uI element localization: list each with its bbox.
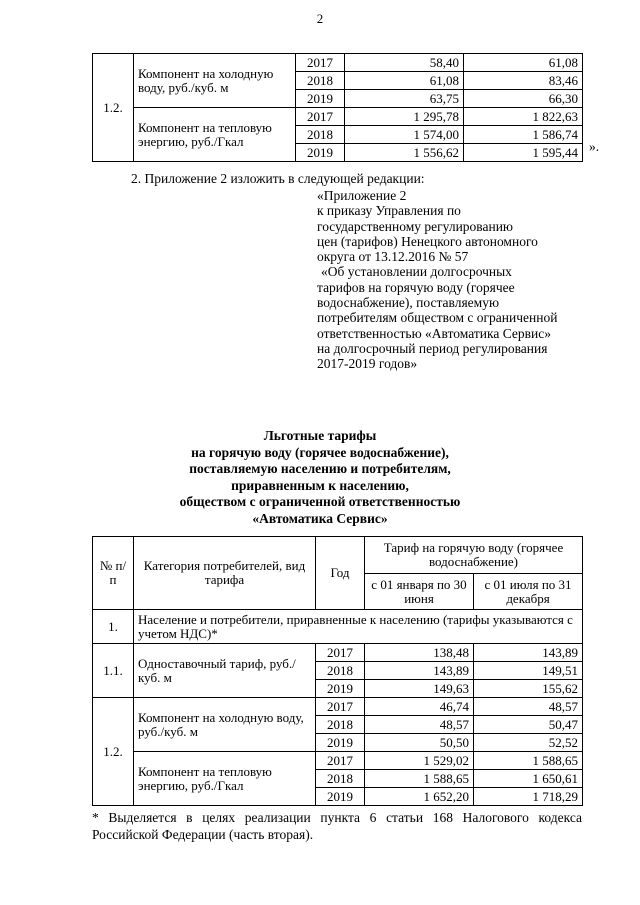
row-number: 1. <box>93 610 134 644</box>
year-cell: 2017 <box>316 644 365 662</box>
section-row <box>93 610 583 644</box>
value-cell: 1 574,00 <box>345 126 464 144</box>
footnote: * Выделяется в целях реализации пункта 6 статьи 168 Налогового кодекса Российской Федерации (часть вторая). <box>92 810 582 842</box>
value-cell: 1 586,74 <box>464 126 583 144</box>
component-label: Компонент на холодную воду, руб./куб. м <box>134 54 296 108</box>
value-cell: 1 650,61 <box>474 770 583 788</box>
appendix-line: цен (тарифов) Ненецкого автономного <box>317 233 538 249</box>
year-cell: 2017 <box>316 698 365 716</box>
year-cell: 2019 <box>316 680 365 698</box>
header-period-2: с 01 июля по 31 декабря <box>474 574 583 610</box>
header-tariff: Тариф на горячую воду (горячее водоснабжение) <box>365 537 583 574</box>
value-cell: 48,57 <box>365 716 474 734</box>
value-cell: 1 529,02 <box>365 752 474 770</box>
document-title <box>0 428 640 527</box>
appendix-line: на долгосрочный период регулирования <box>317 340 548 356</box>
table-row <box>93 752 583 770</box>
title-line: Льготные тарифы <box>263 428 377 443</box>
value-cell: 138,48 <box>365 644 474 662</box>
value-cell: 66,30 <box>464 90 583 108</box>
component-label: Компонент на тепловую энергию, руб./Гкал <box>134 752 316 806</box>
value-cell: 61,08 <box>464 54 583 72</box>
value-cell: 83,46 <box>464 72 583 90</box>
appendix-line: округа от 13.12.2016 № 57 <box>317 249 469 265</box>
tariff-label: Одноставочный тариф, руб./куб. м <box>134 644 316 698</box>
value-cell: 52,52 <box>474 734 583 752</box>
year-cell: 2018 <box>296 72 345 90</box>
component-label: Компонент на холодную воду, руб./куб. м <box>134 698 316 752</box>
title-line: обществом с ограниченной ответственностью <box>179 494 461 509</box>
instruction-text: 2. Приложение 2 изложить в следующей редакции: <box>131 171 425 186</box>
header-year: Год <box>316 537 365 610</box>
value-cell: 48,57 <box>474 698 583 716</box>
year-cell: 2017 <box>296 54 345 72</box>
table-row <box>93 698 583 716</box>
year-cell: 2018 <box>316 662 365 680</box>
year-cell: 2018 <box>316 770 365 788</box>
year-cell: 2018 <box>316 716 365 734</box>
value-cell: 1 718,29 <box>474 788 583 806</box>
appendix-line: к приказу Управления по <box>317 203 461 219</box>
title-line: на горячую воду (горячее водоснабжение), <box>191 444 449 460</box>
appendix-line: потребителям обществом с ограниченной <box>317 310 558 326</box>
appendix-line: «Приложение 2 <box>317 188 407 203</box>
value-cell: 149,51 <box>474 662 583 680</box>
header-category: Категория потребителей, вид тарифа <box>134 537 316 610</box>
appendix-line: водоснабжение), поставляемую <box>317 295 500 311</box>
appendix-line: тарифов на горячую воду (горячее <box>317 279 515 295</box>
appendix-line: государственному регулированию <box>317 218 514 234</box>
appendix-line: «Об установлении долгосрочных <box>321 264 512 280</box>
value-cell: 1 822,63 <box>464 108 583 126</box>
value-cell: 1 652,20 <box>365 788 474 806</box>
value-cell: 50,50 <box>365 734 474 752</box>
header-period-1: с 01 января по 30 июня <box>365 574 474 610</box>
appendix-line: 2017-2019 годов» <box>317 356 418 372</box>
preferential-tariff-table <box>92 536 583 806</box>
title-line: приравненным к населению, <box>231 477 409 493</box>
value-cell: 1 556,62 <box>345 144 464 162</box>
section-text: Население и потребители, приравненные к населению (тарифы указываются с учетом НДС)* <box>134 610 583 644</box>
table-row <box>93 108 583 126</box>
year-cell: 2019 <box>296 144 345 162</box>
year-cell: 2019 <box>316 734 365 752</box>
value-cell: 63,75 <box>345 90 464 108</box>
value-cell: 46,74 <box>365 698 474 716</box>
value-cell: 1 588,65 <box>474 752 583 770</box>
value-cell: 61,08 <box>345 72 464 90</box>
year-cell: 2017 <box>296 108 345 126</box>
value-cell: 1 588,65 <box>365 770 474 788</box>
row-number: 1.2. <box>93 698 134 806</box>
value-cell: 143,89 <box>365 662 474 680</box>
year-cell: 2018 <box>296 126 345 144</box>
closing-quote: ». <box>589 139 600 154</box>
year-cell: 2019 <box>316 788 365 806</box>
table-row <box>93 54 583 72</box>
title-line: «Автоматика Сервис» <box>252 510 388 526</box>
value-cell: 155,62 <box>474 680 583 698</box>
value-cell: 58,40 <box>345 54 464 72</box>
value-cell: 1 295,78 <box>345 108 464 126</box>
tariff-table-continued <box>92 53 583 162</box>
appendix-header <box>317 188 557 372</box>
year-cell: 2019 <box>296 90 345 108</box>
row-number: 1.1. <box>93 644 134 698</box>
component-label: Компонент на тепловую энергию, руб./Гкал <box>134 108 296 162</box>
header-row <box>93 537 583 574</box>
value-cell: 143,89 <box>474 644 583 662</box>
title-line: поставляемую населению и потребителям, <box>189 461 451 476</box>
header-no: № п/п <box>93 537 134 610</box>
table-row <box>93 644 583 662</box>
row-number: 1.2. <box>93 54 134 162</box>
appendix-line: ответственностью «Автоматика Сервис» <box>317 325 551 341</box>
page-number: 2 <box>316 11 324 26</box>
value-cell: 149,63 <box>365 680 474 698</box>
value-cell: 50,47 <box>474 716 583 734</box>
year-cell: 2017 <box>316 752 365 770</box>
value-cell: 1 595,44 <box>464 144 583 162</box>
